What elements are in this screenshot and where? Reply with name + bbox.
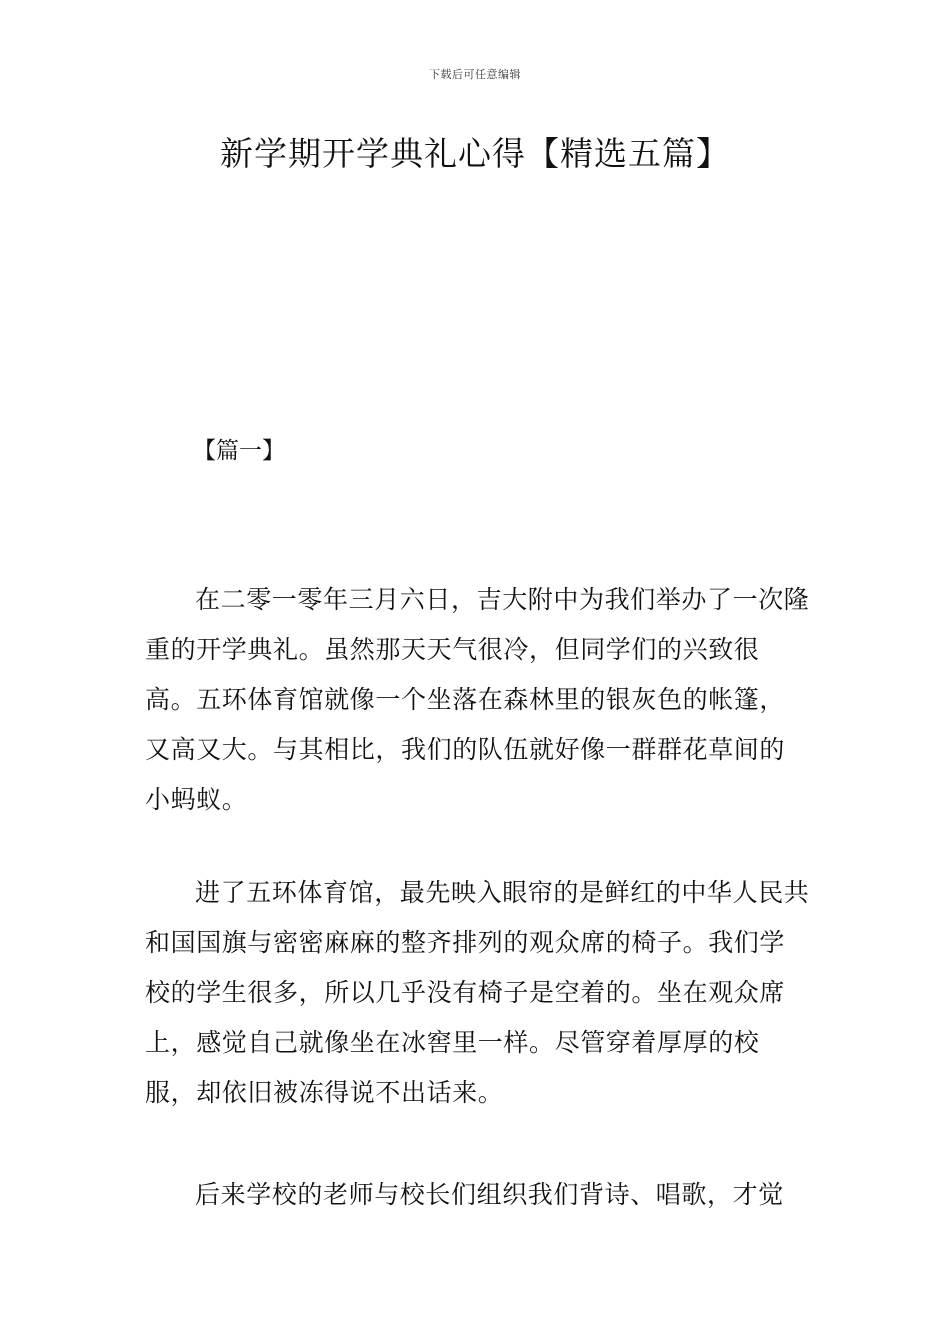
section-label: 【篇一】 — [193, 438, 285, 464]
paragraph-2: 进了五环体育馆，最先映入眼帘的是鲜红的中华人民共和国国旗与密密麻麻的整齐排列的观众席的椅子。我们学校的学生很多，所以几乎没有椅子是空着的。坐在观众席上，感觉自己就像坐在冰窖里一样。尽管穿着厚厚的校服，却依旧被冻得说不出话来。 — [145, 878, 810, 1107]
header-note: 下载后可任意编辑 — [429, 68, 521, 81]
paragraph-3: 后来学校的老师与校长们组织我们背诗、唱歌，才觉 — [195, 1180, 784, 1209]
paragraph-1: 在二零一零年三月六日，吉大附中为我们举办了一次隆重的开学典礼。虽然那天天气很冷，但同学们的兴致很高。五环体育馆就像一个坐落在森林里的银灰色的帐篷，又高又大。与其相比，我们的队伍就好像一群群花草间的小蚂蚁。 — [145, 585, 810, 814]
document-title: 新学期开学典礼心得【精选五篇】 — [220, 134, 730, 173]
